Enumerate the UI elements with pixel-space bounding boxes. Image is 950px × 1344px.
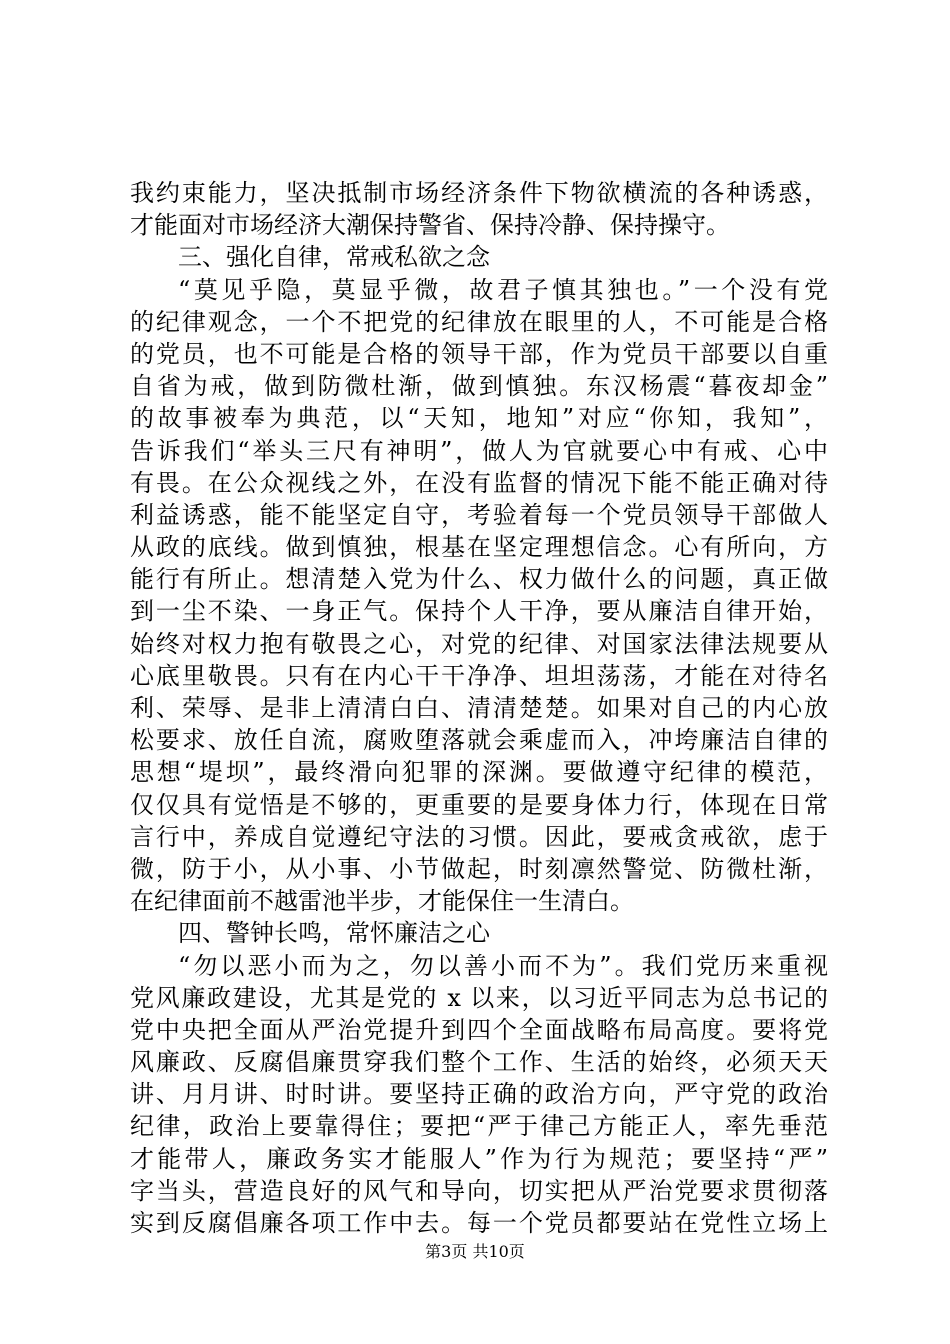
paragraph-line: 始终对权力抱有敬畏之心，对党的纪律、对国家法律法规要从 <box>130 629 828 658</box>
paragraph-line: 思想“堤坝”，最终滑向犯罪的深渊。要做遵守纪律的模范， <box>130 758 828 787</box>
paragraph-line: 仅仅具有觉悟是不够的，更重要的是要身体力行，体现在日常 <box>130 790 828 819</box>
body-text <box>130 177 828 1239</box>
paragraph-first-line: “莫见乎隐，莫显乎微，故君子慎其独也。”一个没有党 <box>178 275 828 304</box>
paragraph-line: 利、荣辱、是非上清清白白、清清楚楚。如果对自己的内心放 <box>130 694 828 722</box>
section-heading: 三、强化自律，常戒私欲之念 <box>178 243 490 272</box>
paragraph-line: 心底里敬畏。只有在内心干干净净、坦坦荡荡，才能在对待名 <box>130 661 828 690</box>
paragraph-line: 言行中，养成自觉遵纪守法的习惯。因此，要戒贪戒欲，虑于 <box>130 822 828 851</box>
paragraph-line: 微，防于小，从小事、小节做起，时刻凛然警觉、防微杜渐， <box>130 854 828 883</box>
paragraph-line: 告诉我们“举头三尺有神明”，做人为官就要心中有戒、心中 <box>130 436 828 465</box>
paragraph-line: 利益诱惑，能不能坚定自守，考验着每一个党员领导干部做人 <box>130 500 828 529</box>
paragraph-line: 有畏。在公众视线之外，在没有监督的情况下能不能正确对待 <box>130 468 828 497</box>
paragraph-line: 我约束能力，坚决抵制市场经济条件下物欲横流的各种诱惑， <box>130 179 828 207</box>
paragraph-last-line: 在纪律面前不越雷池半步，才能保住一生清白。 <box>130 887 634 916</box>
paragraph-last-line: 才能面对市场经济大潮保持警省、保持冷静、保持操守。 <box>130 211 730 240</box>
paragraph-line: 党风廉政建设，尤其是党的 x 以来，以习近平同志为总书记的 <box>130 983 828 1012</box>
paragraph-first-line: “勿以恶小而为之，勿以善小而不为”。我们党历来重视 <box>178 951 828 980</box>
paragraph-line: 的党员，也不可能是合格的领导干部，作为党员干部要以自重 <box>130 339 828 368</box>
paragraph-line: 字当头，营造良好的风气和导向，切实把从严治党要求贯彻落 <box>130 1176 828 1205</box>
paragraph-line: 从政的底线。做到慎独，根基在坚定理想信念。心有所向，方 <box>130 533 828 562</box>
paragraph-line: 到一尘不染、一身正气。保持个人干净，要从廉洁自律开始， <box>130 597 828 626</box>
section-heading: 四、警钟长鸣，常怀廉洁之心 <box>178 919 490 948</box>
paragraph-line: 党中央把全面从严治党提升到四个全面战略布局高度。要将党 <box>130 1015 828 1044</box>
paragraph-line: 纪律，政治上要靠得住；要把“严于律己方能正人，率先垂范 <box>130 1112 828 1141</box>
paragraph-line: 讲、月月讲、时时讲。要坚持正确的政治方向，严守党的政治 <box>130 1080 828 1109</box>
paragraph-line: 的纪律观念，一个不把党的纪律放在眼里的人，不可能是合格 <box>130 307 828 336</box>
paragraph-line: 能行有所止。想清楚入党为什么、权力做什么的问题，真正做 <box>130 565 828 594</box>
paragraph-line: 自省为戒，做到防微杜渐，做到慎独。东汉杨震“暮夜却金” <box>130 372 828 401</box>
page-footer: 第3页 共10页 <box>425 1242 525 1261</box>
paragraph-line: 的故事被奉为典范，以“天知，地知”对应“你知，我知”， <box>130 404 828 433</box>
paragraph-line: 松要求、放任自流，腐败堕落就会乘虚而入，冲垮廉洁自律的 <box>130 726 828 755</box>
paragraph-line: 风廉政、反腐倡廉贯穿我们整个工作、生活的始终，必须天天 <box>130 1048 828 1077</box>
paragraph-line: 才能带人，廉政务实才能服人”作为行为规范；要坚持“严” <box>130 1144 828 1173</box>
paragraph-line: 实到反腐倡廉各项工作中去。每一个党员都要站在党性立场上 <box>130 1209 828 1237</box>
